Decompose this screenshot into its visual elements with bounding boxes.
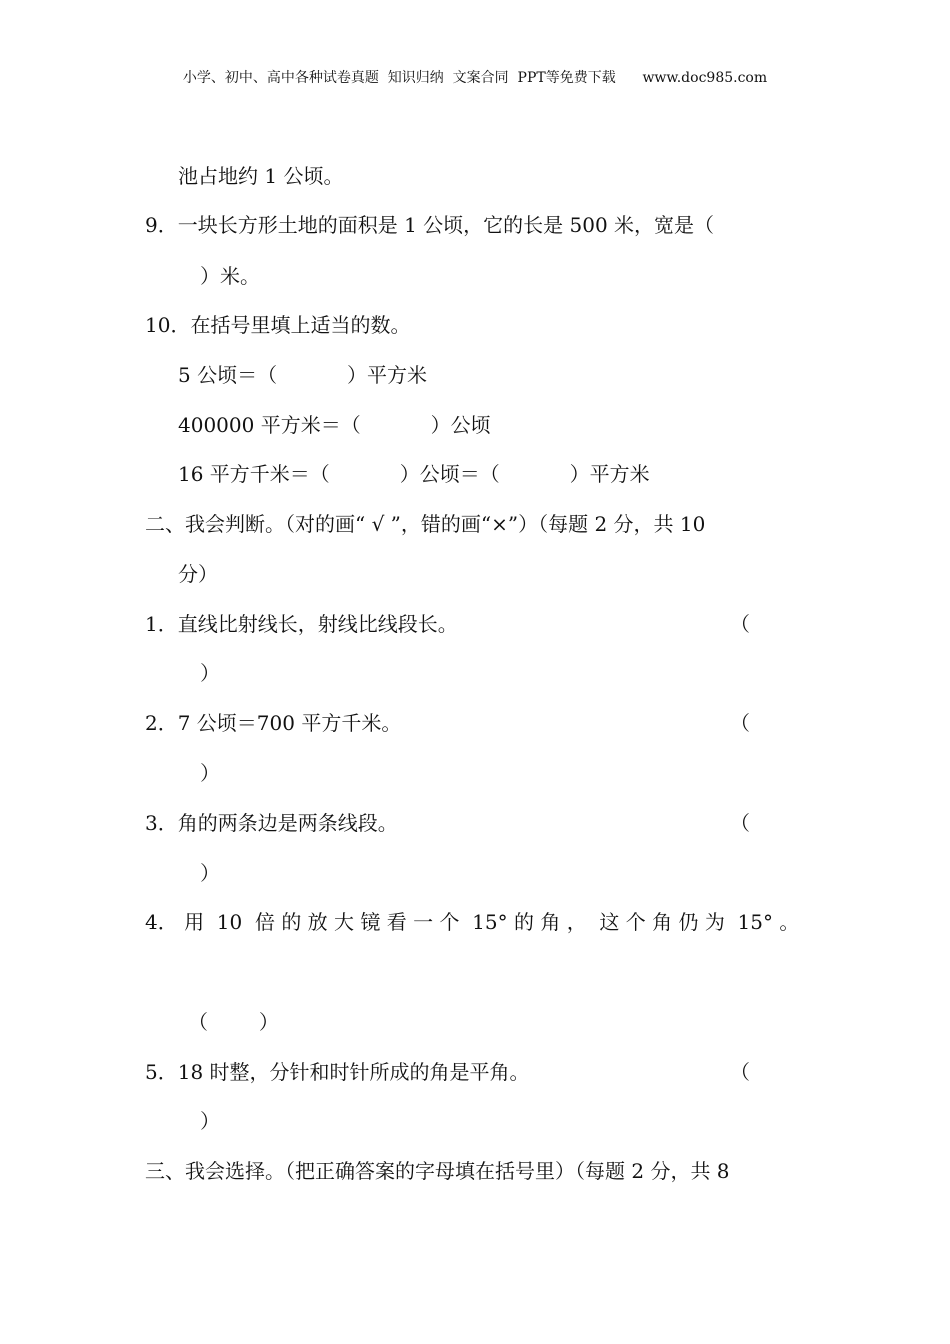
section-2-title-cont: 分）	[178, 562, 218, 586]
judge-q5-open-paren: （	[730, 1060, 750, 1084]
judge-q2: 2．7 公顷＝700 平方千米。	[145, 711, 402, 735]
q10-text: 10．在括号里填上适当的数。	[145, 313, 411, 337]
q9-text: 9．一块长方形土地的面积是 1 公顷，它的长是 500 米，宽是（	[145, 213, 715, 237]
page-header: 小学、初中、高中各种试卷真题 知识归纳 文案合同 PPT等免费下载 www.doc985.com	[182, 70, 768, 86]
judge-q4-paren: （ ）	[188, 1010, 279, 1034]
section-3-title: 三、我会选择。（把正确答案的字母填在括号里）（每题 2 分，共 8	[145, 1159, 730, 1183]
section-2-title: 二、我会判断。（对的画“ √ ”，错的画“×”）（每题 2 分，共 10	[145, 512, 706, 536]
q9-answer-blank: ）米。	[200, 264, 260, 288]
judge-q5-close-paren: ）	[200, 1109, 220, 1133]
judge-q3-close-paren: ）	[200, 861, 220, 885]
judge-q1-close-paren: ）	[200, 661, 220, 685]
judge-q5: 5．18 时整，分针和时针所成的角是平角。	[145, 1060, 530, 1084]
judge-q2-open-paren: （	[730, 711, 750, 735]
judge-q1: 1．直线比射线长，射线比线段长。	[145, 612, 458, 636]
q10-line-3: 16 平方千米＝（ ）公顷＝（ ）平方米	[178, 462, 650, 486]
q8-continuation: 池占地约 1 公顷。	[178, 164, 344, 188]
q10-line-1: 5 公顷＝（ ）平方米	[178, 363, 428, 387]
judge-q1-open-paren: （	[730, 612, 750, 636]
judge-q2-close-paren: ）	[200, 761, 220, 785]
q10-line-2: 400000 平方米＝（ ）公顷	[178, 413, 491, 437]
judge-q3: 3．角的两条边是两条线段。	[145, 811, 398, 835]
judge-q4: 4． 用 10 倍 的 放 大 镜 看 一 个 15° 的 角 ， 这 个 角 仍 为 15° 。	[145, 910, 800, 934]
judge-q3-open-paren: （	[730, 811, 750, 835]
